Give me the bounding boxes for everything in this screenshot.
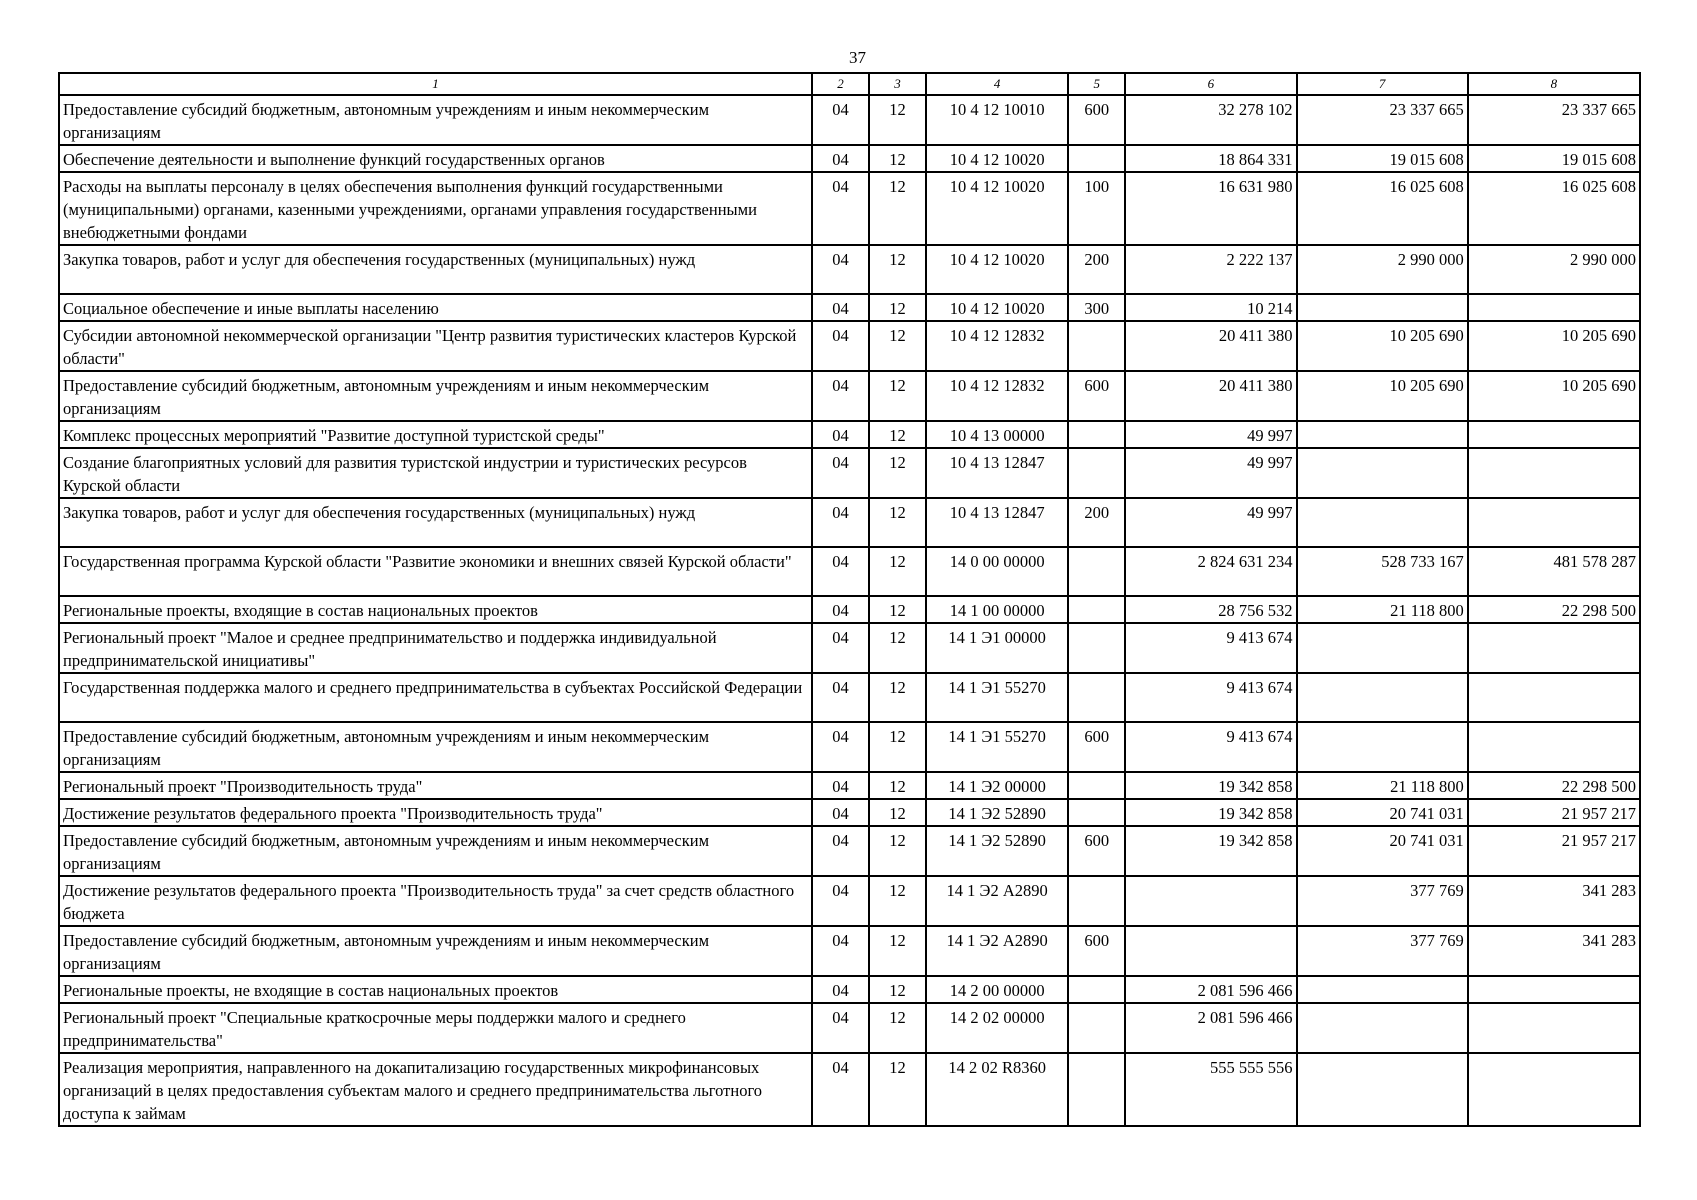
amount-col6-cell: 18 864 331: [1125, 145, 1296, 172]
subsection-code-cell: 12: [869, 421, 926, 448]
item-name-cell: Закупка товаров, работ и услуг для обеспечения государственных (муниципальных) нужд: [59, 498, 812, 547]
table-row: [59, 371, 1640, 421]
amount-col8-cell: [1468, 722, 1640, 772]
target-article-cell: 14 1 Э2 А2890: [926, 876, 1068, 926]
section-code-cell: 04: [812, 1003, 869, 1053]
item-name-cell: Региональный проект "Производительность труда": [59, 772, 812, 799]
amount-col8-cell: 21 957 217: [1468, 799, 1640, 826]
target-article-cell: 10 4 12 12832: [926, 371, 1068, 421]
table-row: [59, 799, 1640, 826]
amount-col6-cell: 9 413 674: [1125, 673, 1296, 722]
column-header: 3: [869, 73, 926, 95]
expense-type-cell: [1068, 1003, 1125, 1053]
section-code-cell: 04: [812, 976, 869, 1003]
subsection-code-cell: 12: [869, 1003, 926, 1053]
amount-col7-cell: 21 118 800: [1297, 596, 1468, 623]
amount-col8-cell: 10 205 690: [1468, 371, 1640, 421]
subsection-code-cell: 12: [869, 371, 926, 421]
target-article-cell: 10 4 12 10020: [926, 172, 1068, 245]
expense-type-cell: [1068, 448, 1125, 498]
section-code-cell: 04: [812, 421, 869, 448]
amount-col6-cell: 2 081 596 466: [1125, 1003, 1296, 1053]
expense-type-cell: [1068, 547, 1125, 596]
table-row: [59, 245, 1640, 294]
amount-col8-cell: 22 298 500: [1468, 772, 1640, 799]
amount-col7-cell: [1297, 421, 1468, 448]
section-code-cell: 04: [812, 172, 869, 245]
amount-col6-cell: 2 081 596 466: [1125, 976, 1296, 1003]
target-article-cell: 14 1 Э2 52890: [926, 826, 1068, 876]
amount-col8-cell: [1468, 448, 1640, 498]
amount-col7-cell: [1297, 976, 1468, 1003]
amount-col6-cell: 9 413 674: [1125, 623, 1296, 673]
section-code-cell: 04: [812, 722, 869, 772]
amount-col8-cell: [1468, 1003, 1640, 1053]
table-row: [59, 596, 1640, 623]
table-row: [59, 448, 1640, 498]
amount-col8-cell: [1468, 421, 1640, 448]
section-code-cell: 04: [812, 876, 869, 926]
item-name-cell: Региональный проект "Специальные краткосрочные меры поддержки малого и среднего предпринимательства": [59, 1003, 812, 1053]
subsection-code-cell: 12: [869, 596, 926, 623]
target-article-cell: 10 4 12 10020: [926, 145, 1068, 172]
amount-col7-cell: [1297, 673, 1468, 722]
amount-col7-cell: 20 741 031: [1297, 826, 1468, 876]
section-code-cell: 04: [812, 1053, 869, 1126]
expense-type-cell: 600: [1068, 371, 1125, 421]
table-row: [59, 321, 1640, 371]
section-code-cell: 04: [812, 673, 869, 722]
expense-type-cell: [1068, 772, 1125, 799]
subsection-code-cell: 12: [869, 294, 926, 321]
expense-type-cell: [1068, 623, 1125, 673]
expense-type-cell: 200: [1068, 245, 1125, 294]
expense-type-cell: 100: [1068, 172, 1125, 245]
column-header: 1: [59, 73, 812, 95]
item-name-cell: Субсидии автономной некоммерческой организации "Центр развития туристических кластеров Курской области": [59, 321, 812, 371]
target-article-cell: 14 0 00 00000: [926, 547, 1068, 596]
expense-type-cell: [1068, 321, 1125, 371]
amount-col7-cell: 19 015 608: [1297, 145, 1468, 172]
amount-col8-cell: 19 015 608: [1468, 145, 1640, 172]
subsection-code-cell: 12: [869, 876, 926, 926]
amount-col7-cell: [1297, 1003, 1468, 1053]
amount-col6-cell: 2 824 631 234: [1125, 547, 1296, 596]
amount-col6-cell: 16 631 980: [1125, 172, 1296, 245]
expense-type-cell: [1068, 145, 1125, 172]
amount-col7-cell: 10 205 690: [1297, 321, 1468, 371]
expense-type-cell: [1068, 421, 1125, 448]
subsection-code-cell: 12: [869, 95, 926, 145]
subsection-code-cell: 12: [869, 799, 926, 826]
subsection-code-cell: 12: [869, 772, 926, 799]
amount-col6-cell: 49 997: [1125, 498, 1296, 547]
item-name-cell: Обеспечение деятельности и выполнение функций государственных органов: [59, 145, 812, 172]
amount-col8-cell: 22 298 500: [1468, 596, 1640, 623]
item-name-cell: Реализация мероприятия, направленного на докапитализацию государственных микрофинансовых организаций в целях предоставления субъектам малого и среднего предпринимательства льготного доступа к займам: [59, 1053, 812, 1126]
item-name-cell: Предоставление субсидий бюджетным, автономным учреждениям и иным некоммерческим организациям: [59, 371, 812, 421]
target-article-cell: 14 1 00 00000: [926, 596, 1068, 623]
amount-col8-cell: 10 205 690: [1468, 321, 1640, 371]
amount-col6-cell: 20 411 380: [1125, 371, 1296, 421]
expense-type-cell: [1068, 876, 1125, 926]
amount-col8-cell: 481 578 287: [1468, 547, 1640, 596]
target-article-cell: 10 4 12 10020: [926, 294, 1068, 321]
amount-col8-cell: [1468, 498, 1640, 547]
amount-col6-cell: 19 342 858: [1125, 826, 1296, 876]
amount-col8-cell: 341 283: [1468, 876, 1640, 926]
target-article-cell: 14 1 Э1 55270: [926, 722, 1068, 772]
amount-col6-cell: 49 997: [1125, 448, 1296, 498]
subsection-code-cell: 12: [869, 321, 926, 371]
item-name-cell: Государственная программа Курской области "Развитие экономики и внешних связей Курской области": [59, 547, 812, 596]
amount-col6-cell: 28 756 532: [1125, 596, 1296, 623]
section-code-cell: 04: [812, 145, 869, 172]
amount-col7-cell: [1297, 498, 1468, 547]
table-row: [59, 926, 1640, 976]
subsection-code-cell: 12: [869, 498, 926, 547]
item-name-cell: Предоставление субсидий бюджетным, автономным учреждениям и иным некоммерческим организациям: [59, 95, 812, 145]
expense-type-cell: 600: [1068, 926, 1125, 976]
column-header: 8: [1468, 73, 1640, 95]
table-row: [59, 95, 1640, 145]
column-number-row: [59, 73, 1640, 95]
target-article-cell: 14 2 00 00000: [926, 976, 1068, 1003]
target-article-cell: 14 1 Э2 А2890: [926, 926, 1068, 976]
amount-col6-cell: 19 342 858: [1125, 799, 1296, 826]
table-row: [59, 421, 1640, 448]
section-code-cell: 04: [812, 448, 869, 498]
amount-col7-cell: [1297, 722, 1468, 772]
subsection-code-cell: 12: [869, 245, 926, 294]
section-code-cell: 04: [812, 245, 869, 294]
table-row: [59, 145, 1640, 172]
subsection-code-cell: 12: [869, 926, 926, 976]
expense-type-cell: [1068, 1053, 1125, 1126]
amount-col6-cell: 32 278 102: [1125, 95, 1296, 145]
subsection-code-cell: 12: [869, 826, 926, 876]
section-code-cell: 04: [812, 498, 869, 547]
amount-col7-cell: 21 118 800: [1297, 772, 1468, 799]
target-article-cell: 14 1 Э2 52890: [926, 799, 1068, 826]
section-code-cell: 04: [812, 772, 869, 799]
amount-col7-cell: 528 733 167: [1297, 547, 1468, 596]
table-row: [59, 976, 1640, 1003]
section-code-cell: 04: [812, 321, 869, 371]
expense-type-cell: [1068, 799, 1125, 826]
amount-col6-cell: [1125, 876, 1296, 926]
amount-col8-cell: [1468, 673, 1640, 722]
column-header: 2: [812, 73, 869, 95]
item-name-cell: Закупка товаров, работ и услуг для обеспечения государственных (муниципальных) нужд: [59, 245, 812, 294]
amount-col8-cell: 16 025 608: [1468, 172, 1640, 245]
item-name-cell: Региональные проекты, не входящие в состав национальных проектов: [59, 976, 812, 1003]
item-name-cell: Расходы на выплаты персоналу в целях обеспечения выполнения функций государственными (муниципальными) органами, казенными учреждениями, органами управления государственными внебюджетными фондами: [59, 172, 812, 245]
subsection-code-cell: 12: [869, 172, 926, 245]
item-name-cell: Социальное обеспечение и иные выплаты населению: [59, 294, 812, 321]
amount-col6-cell: 555 555 556: [1125, 1053, 1296, 1126]
amount-col8-cell: 21 957 217: [1468, 826, 1640, 876]
table-row: [59, 722, 1640, 772]
target-article-cell: 10 4 12 10010: [926, 95, 1068, 145]
page-number: 37: [849, 48, 866, 67]
item-name-cell: Региональные проекты, входящие в состав национальных проектов: [59, 596, 812, 623]
section-code-cell: 04: [812, 826, 869, 876]
table-row: [59, 547, 1640, 596]
amount-col7-cell: [1297, 1053, 1468, 1126]
amount-col8-cell: 23 337 665: [1468, 95, 1640, 145]
amount-col8-cell: [1468, 1053, 1640, 1126]
section-code-cell: 04: [812, 799, 869, 826]
expense-type-cell: [1068, 596, 1125, 623]
item-name-cell: Региональный проект "Малое и среднее предпринимательство и поддержка индивидуальной предпринимательской инициативы": [59, 623, 812, 673]
table-row: [59, 673, 1640, 722]
subsection-code-cell: 12: [869, 547, 926, 596]
subsection-code-cell: 12: [869, 976, 926, 1003]
amount-col6-cell: 10 214: [1125, 294, 1296, 321]
expense-type-cell: 600: [1068, 95, 1125, 145]
item-name-cell: Достижение результатов федерального проекта "Производительность труда" за счет средств областного бюджета: [59, 876, 812, 926]
amount-col6-cell: 20 411 380: [1125, 321, 1296, 371]
amount-col8-cell: [1468, 294, 1640, 321]
table-row: [59, 498, 1640, 547]
amount-col6-cell: 19 342 858: [1125, 772, 1296, 799]
subsection-code-cell: 12: [869, 722, 926, 772]
item-name-cell: Предоставление субсидий бюджетным, автономным учреждениям и иным некоммерческим организациям: [59, 926, 812, 976]
target-article-cell: 14 2 02 R8360: [926, 1053, 1068, 1126]
target-article-cell: 14 1 Э1 00000: [926, 623, 1068, 673]
subsection-code-cell: 12: [869, 448, 926, 498]
amount-col8-cell: [1468, 623, 1640, 673]
amount-col7-cell: [1297, 294, 1468, 321]
item-name-cell: Создание благоприятных условий для развития туристской индустрии и туристических ресурсов Курской области: [59, 448, 812, 498]
expense-type-cell: [1068, 673, 1125, 722]
column-header: 4: [926, 73, 1068, 95]
item-name-cell: Достижение результатов федерального проекта "Производительность труда": [59, 799, 812, 826]
amount-col7-cell: 10 205 690: [1297, 371, 1468, 421]
target-article-cell: 10 4 13 12847: [926, 498, 1068, 547]
target-article-cell: 10 4 13 00000: [926, 421, 1068, 448]
subsection-code-cell: 12: [869, 1053, 926, 1126]
amount-col7-cell: 20 741 031: [1297, 799, 1468, 826]
amount-col6-cell: 49 997: [1125, 421, 1296, 448]
target-article-cell: 10 4 12 10020: [926, 245, 1068, 294]
amount-col7-cell: [1297, 448, 1468, 498]
amount-col6-cell: 2 222 137: [1125, 245, 1296, 294]
item-name-cell: Комплекс процессных мероприятий "Развитие доступной туристской среды": [59, 421, 812, 448]
table-row: [59, 1053, 1640, 1126]
column-header: 6: [1125, 73, 1296, 95]
amount-col7-cell: 23 337 665: [1297, 95, 1468, 145]
table-row: [59, 294, 1640, 321]
section-code-cell: 04: [812, 294, 869, 321]
column-header: 7: [1297, 73, 1468, 95]
subsection-code-cell: 12: [869, 673, 926, 722]
section-code-cell: 04: [812, 95, 869, 145]
subsection-code-cell: 12: [869, 623, 926, 673]
amount-col6-cell: 9 413 674: [1125, 722, 1296, 772]
item-name-cell: Предоставление субсидий бюджетным, автономным учреждениям и иным некоммерческим организациям: [59, 722, 812, 772]
target-article-cell: 10 4 13 12847: [926, 448, 1068, 498]
amount-col8-cell: 341 283: [1468, 926, 1640, 976]
expense-type-cell: 600: [1068, 722, 1125, 772]
subsection-code-cell: 12: [869, 145, 926, 172]
amount-col7-cell: 377 769: [1297, 926, 1468, 976]
section-code-cell: 04: [812, 371, 869, 421]
section-code-cell: 04: [812, 596, 869, 623]
amount-col7-cell: [1297, 623, 1468, 673]
table-row: [59, 826, 1640, 876]
column-header: 5: [1068, 73, 1125, 95]
amount-col6-cell: [1125, 926, 1296, 976]
item-name-cell: Предоставление субсидий бюджетным, автономным учреждениям и иным некоммерческим организациям: [59, 826, 812, 876]
budget-table: [58, 72, 1641, 1127]
target-article-cell: 14 1 Э1 55270: [926, 673, 1068, 722]
table-row: [59, 772, 1640, 799]
table-body: [59, 73, 1640, 1126]
item-name-cell: Государственная поддержка малого и среднего предпринимательства в субъектах Российской Федерации: [59, 673, 812, 722]
amount-col7-cell: 377 769: [1297, 876, 1468, 926]
amount-col8-cell: 2 990 000: [1468, 245, 1640, 294]
section-code-cell: 04: [812, 623, 869, 673]
expense-type-cell: 200: [1068, 498, 1125, 547]
amount-col7-cell: 2 990 000: [1297, 245, 1468, 294]
target-article-cell: 14 1 Э2 00000: [926, 772, 1068, 799]
target-article-cell: 14 2 02 00000: [926, 1003, 1068, 1053]
amount-col7-cell: 16 025 608: [1297, 172, 1468, 245]
section-code-cell: 04: [812, 547, 869, 596]
table-row: [59, 623, 1640, 673]
expense-type-cell: [1068, 976, 1125, 1003]
expense-type-cell: 300: [1068, 294, 1125, 321]
table-row: [59, 876, 1640, 926]
table-row: [59, 1003, 1640, 1053]
table-row: [59, 172, 1640, 245]
amount-col8-cell: [1468, 976, 1640, 1003]
target-article-cell: 10 4 12 12832: [926, 321, 1068, 371]
section-code-cell: 04: [812, 926, 869, 976]
expense-type-cell: 600: [1068, 826, 1125, 876]
